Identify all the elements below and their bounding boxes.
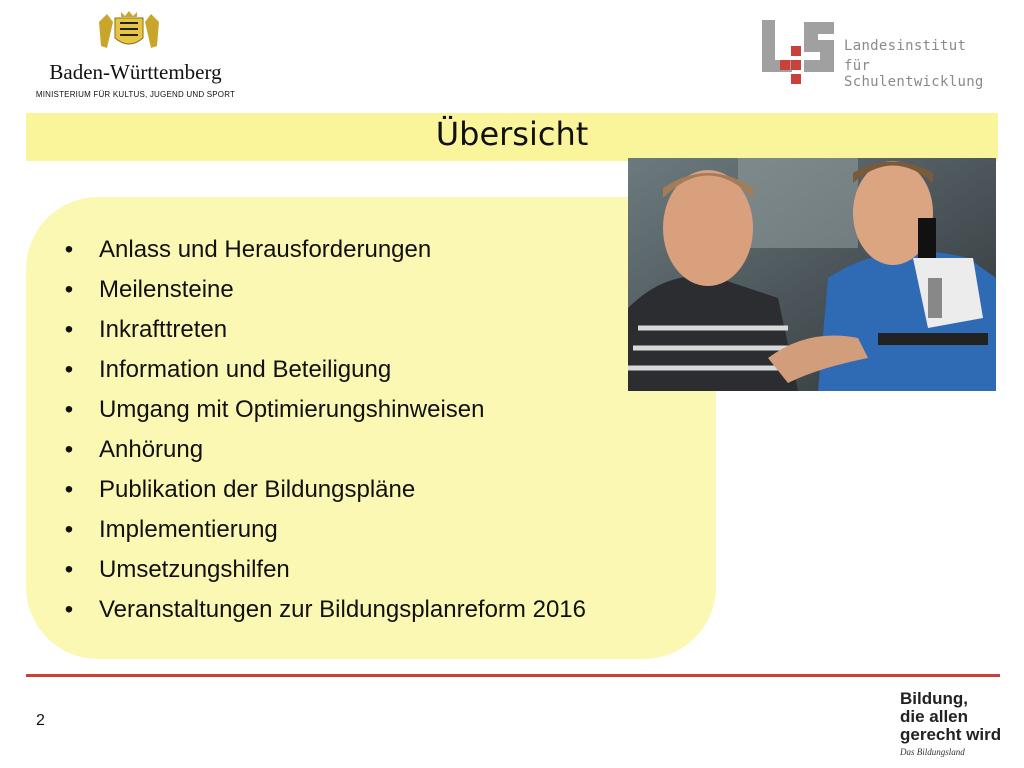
- bullet-dot-icon: •: [64, 516, 74, 543]
- bullet-item: [62, 590, 586, 630]
- slide-title: Übersicht: [435, 115, 589, 153]
- bullet-item: [62, 230, 586, 270]
- bullet-dot-icon: •: [64, 316, 74, 343]
- slogan-subline: Das Bildungsland: [900, 747, 965, 757]
- state-name: Baden-Württemberg: [49, 60, 222, 84]
- bullet-item: [62, 470, 586, 510]
- bullet-item: [62, 270, 586, 310]
- bildung-slogan: [900, 690, 1010, 757]
- institute-name-line1: Landesinstitut: [844, 38, 967, 54]
- bullet-dot-icon: •: [64, 396, 74, 423]
- bullet-text: Publikation der Bildungspläne: [99, 476, 416, 503]
- bullet-dot-icon: •: [64, 556, 74, 583]
- bullet-text: Umgang mit Optimierungshinweisen: [99, 396, 485, 423]
- ministry-name: MINISTERIUM FÜR KULTUS, JUGEND UND SPORT: [35, 90, 236, 99]
- bullet-text: Inkrafttreten: [99, 316, 228, 343]
- bullet-item: [62, 350, 586, 390]
- slogan-line: gerecht wird: [900, 725, 1002, 744]
- ls-logo-icon: [760, 16, 840, 84]
- bullet-text: Umsetzungshilfen: [99, 556, 290, 583]
- bullet-item: [62, 430, 586, 470]
- bullet-text: Information und Beteiligung: [99, 356, 392, 383]
- ls-institute-logo: [760, 16, 1010, 90]
- students-microscope-photo: [628, 158, 996, 391]
- bullet-dot-icon: •: [64, 436, 74, 463]
- bullet-dot-icon: •: [64, 596, 74, 623]
- footer-divider: [26, 674, 1000, 677]
- bullet-text: Meilensteine: [99, 276, 234, 303]
- bullet-item: [62, 310, 586, 350]
- page-number: 2: [36, 712, 45, 729]
- institute-name-line2: für Schulentwicklung: [844, 58, 984, 90]
- bullet-text: Anhörung: [99, 436, 204, 463]
- bullet-item: [62, 550, 586, 590]
- bullet-dot-icon: •: [64, 276, 74, 303]
- bullet-text: Veranstaltungen zur Bildungsplanreform 2016: [99, 596, 586, 623]
- bullet-dot-icon: •: [64, 236, 74, 263]
- bullet-text: Anlass und Herausforderungen: [99, 236, 432, 263]
- slogan-line: die allen: [900, 707, 969, 726]
- coat-of-arms-icon: [93, 8, 165, 52]
- bullet-dot-icon: •: [64, 476, 74, 503]
- bullet-item: [62, 510, 586, 550]
- bullet-list: [62, 230, 586, 630]
- slogan-line: Bildung,: [900, 689, 968, 708]
- bw-ministry-logo: [28, 8, 243, 99]
- bullet-dot-icon: •: [64, 356, 74, 383]
- bullet-item: [62, 390, 586, 430]
- bullet-text: Implementierung: [99, 516, 278, 543]
